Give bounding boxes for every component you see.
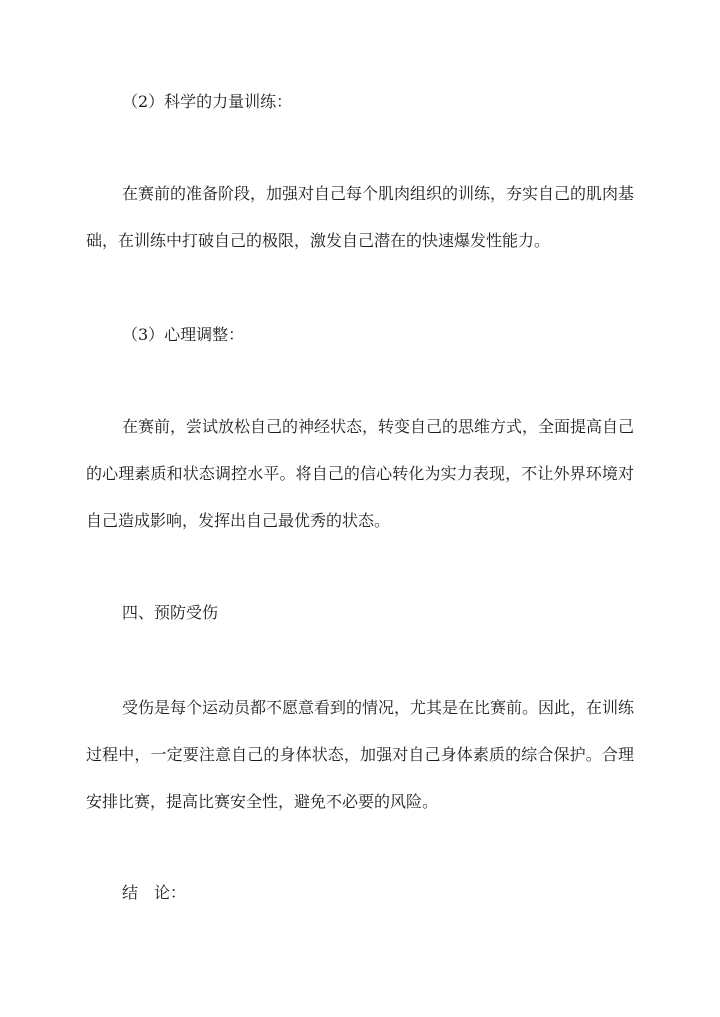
section-heading-strength-training: （2）科学的力量训练： [122, 92, 293, 111]
section-heading-mental-adjustment: （3）心理调整： [122, 325, 245, 344]
section-heading-injury-prevention: 四、预防受伤 [122, 603, 219, 622]
paragraph-injury-prevention: 受伤是每个运动员都不愿意看到的情况，尤其是在比赛前。因此，在训练过程中，一定要注意自己的身体状态，加强对自己身体素质的综合保护。合理安排比赛，提高比赛安全性，避免不必要的风险。 [86, 698, 635, 811]
paragraph-mental-adjustment: 在赛前，尝试放松自己的神经状态，转变自己的思维方式，全面提高自己的心理素质和状态调控水平。将自己的信心转化为实力表现，不让外界环境对自己造成影响，发挥出自己最优秀的状态。 [86, 417, 635, 530]
paragraph-strength-training: 在赛前的准备阶段，加强对自己每个肌肉组织的训练，夯实自己的肌肉基础，在训练中打破自己的极限，激发自己潜在的快速爆发性能力。 [86, 184, 635, 250]
section-heading-conclusion: 结 论： [122, 883, 187, 902]
